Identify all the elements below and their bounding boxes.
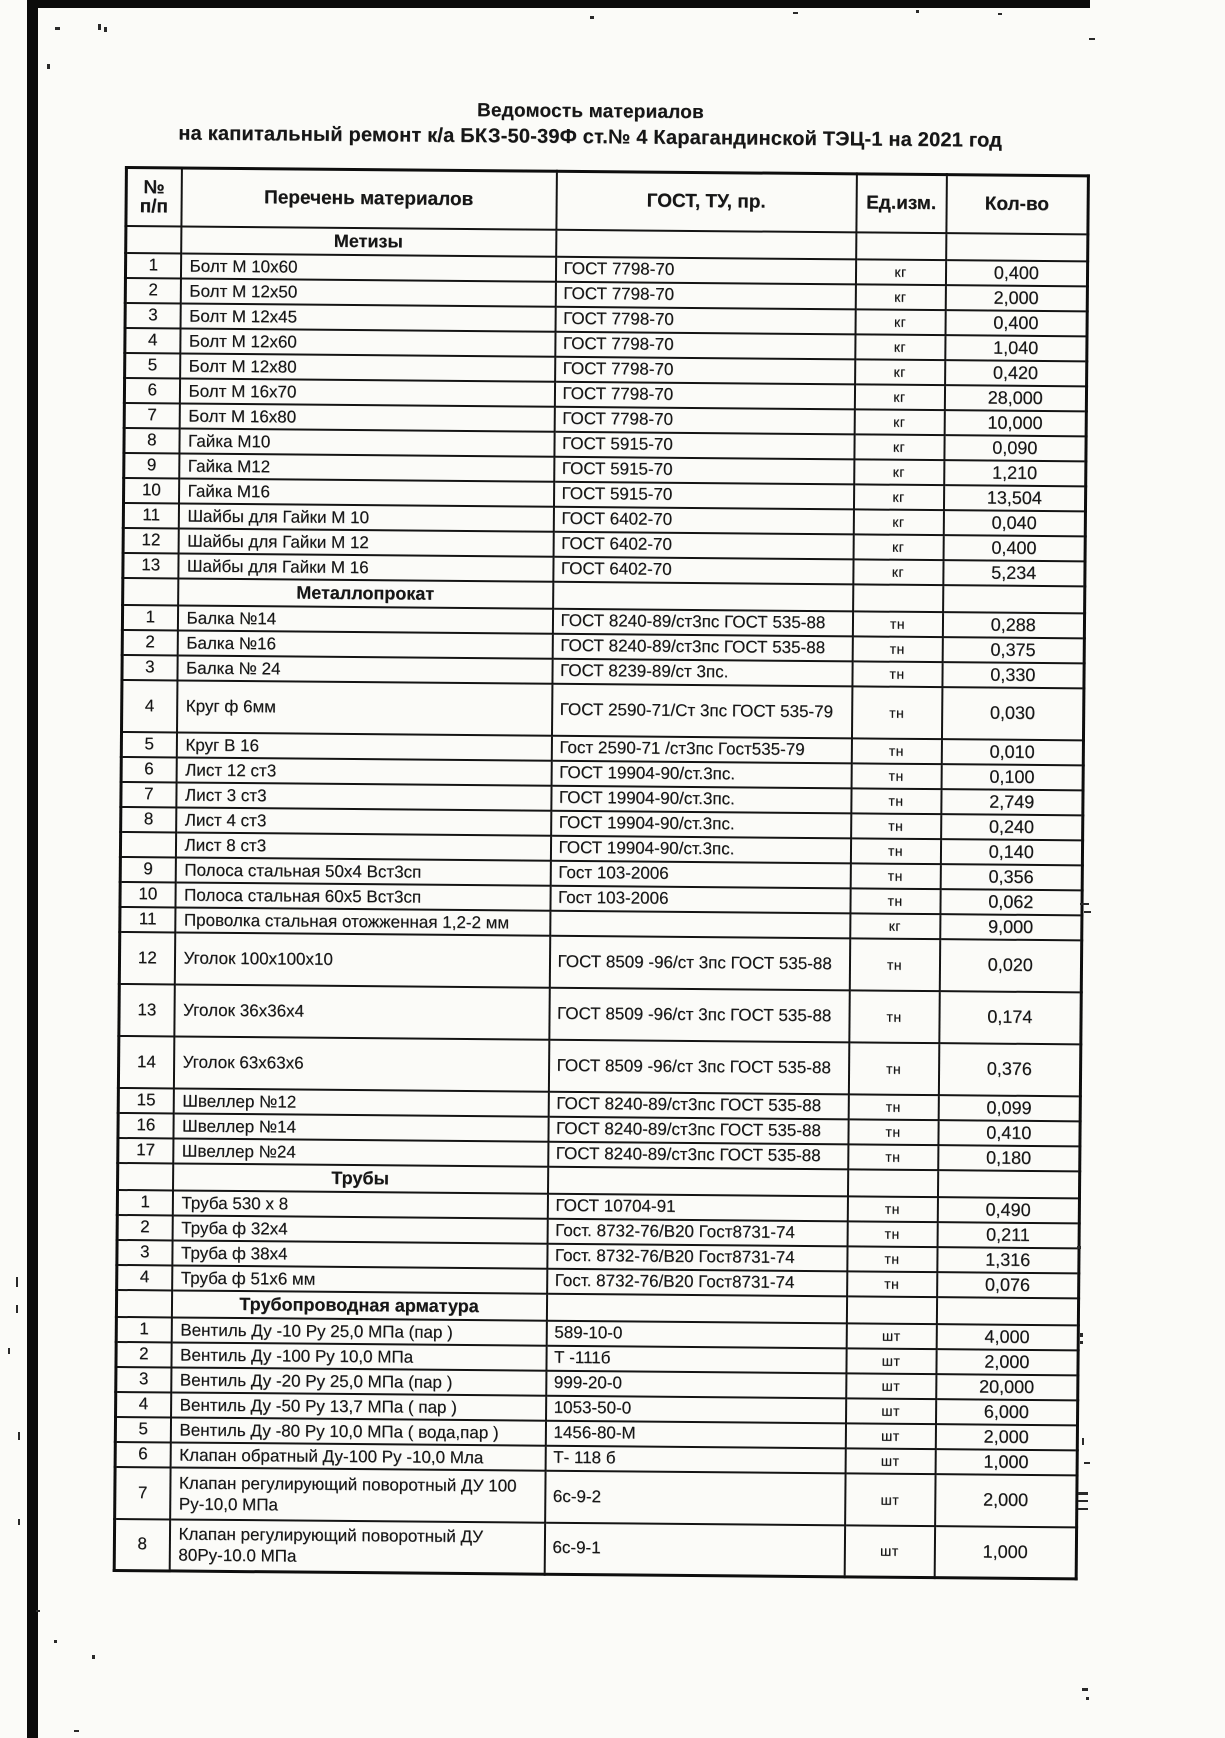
col-header-gost: ГОСТ, ТУ, пр. bbox=[556, 171, 856, 232]
material-name: Круг ф 6мм bbox=[177, 680, 552, 735]
row-number bbox=[120, 831, 175, 856]
unit-of-measure: тн bbox=[847, 1221, 937, 1247]
material-name: Уголок 36х36х4 bbox=[174, 984, 549, 1039]
row-number: 8 bbox=[114, 1518, 169, 1570]
row-number: 5 bbox=[125, 353, 180, 378]
unit-of-measure: тн bbox=[850, 888, 940, 914]
scan-speck bbox=[8, 1348, 10, 1354]
quantity: 0,174 bbox=[939, 991, 1081, 1044]
material-name: Болт М 12х45 bbox=[180, 303, 555, 331]
gost-standard: ГОСТ 8240-89/ст3пс ГОСТ 535-88 bbox=[548, 1116, 848, 1144]
row-number: 7 bbox=[121, 781, 176, 806]
table-row bbox=[119, 931, 1081, 991]
section-empty-unit-cell bbox=[847, 1169, 937, 1197]
unit-of-measure: тн bbox=[850, 863, 940, 889]
section-empty-gost-cell bbox=[547, 1166, 847, 1196]
section-empty-gost-cell bbox=[553, 581, 853, 611]
material-name: Гайка М16 bbox=[179, 478, 554, 506]
unit-of-measure: кг bbox=[853, 484, 943, 510]
material-name: Гайка М12 bbox=[179, 453, 554, 481]
gost-standard: ГОСТ 5915-70 bbox=[553, 481, 853, 509]
material-name: Клапан обратный Ду-100 Ру -10,0 Мла bbox=[170, 1442, 545, 1470]
unit-of-measure: кг bbox=[855, 359, 945, 385]
row-number: 1 bbox=[125, 253, 180, 278]
material-name: Труба 530 х 8 bbox=[172, 1190, 547, 1218]
materials-table bbox=[113, 166, 1090, 1580]
material-name: Вентиль Ду -10 Ру 25,0 МПа (пар ) bbox=[171, 1317, 546, 1345]
row-number: 11 bbox=[123, 503, 178, 528]
material-name: Лист 8 ст3 bbox=[175, 832, 550, 860]
gost-standard: ГОСТ 8240-89/ст3пс ГОСТ 535-88 bbox=[552, 608, 852, 636]
material-name: Клапан регулирующий поворотный ДУ 80Ру-10.0 МПа bbox=[169, 1519, 544, 1574]
unit-of-measure: шт bbox=[845, 1448, 935, 1474]
row-number: 7 bbox=[115, 1466, 170, 1518]
unit-of-measure: тн bbox=[852, 611, 942, 637]
unit-of-measure: тн bbox=[848, 1119, 938, 1145]
row-number: 2 bbox=[122, 629, 177, 654]
gost-standard: ГОСТ 19904-90/ст.3пс. bbox=[550, 835, 850, 863]
material-name: Балка №16 bbox=[177, 630, 552, 658]
table-row bbox=[114, 1518, 1076, 1578]
row-number: 1 bbox=[116, 1316, 171, 1341]
gost-standard: Гост. 8732-76/В20 Гост8731-74 bbox=[547, 1218, 847, 1246]
row-number: 1 bbox=[117, 1189, 172, 1214]
section-empty-num-cell bbox=[126, 226, 181, 253]
gost-standard: ГОСТ 6402-70 bbox=[553, 506, 853, 534]
gost-standard: ГОСТ 6402-70 bbox=[553, 556, 853, 584]
row-number: 13 bbox=[119, 983, 174, 1035]
gost-standard: 1456-80-М bbox=[545, 1420, 845, 1448]
scan-speck bbox=[1082, 1688, 1088, 1691]
row-number: 4 bbox=[125, 328, 180, 353]
row-number: 6 bbox=[115, 1441, 170, 1466]
quantity: 0,376 bbox=[938, 1043, 1080, 1096]
scan-speck bbox=[74, 1730, 79, 1732]
quantity: 10,000 bbox=[944, 410, 1086, 436]
gost-standard: Гост 103-2006 bbox=[550, 860, 850, 888]
gost-standard: ГОСТ 19904-90/ст.3пс. bbox=[551, 810, 851, 838]
unit-of-measure: кг bbox=[855, 334, 945, 360]
unit-of-measure: тн bbox=[851, 738, 941, 764]
unit-of-measure: кг bbox=[855, 309, 945, 335]
scan-speck bbox=[1084, 911, 1091, 913]
quantity: 2,000 bbox=[945, 285, 1087, 311]
row-number: 2 bbox=[125, 278, 180, 303]
gost-standard: ГОСТ 8509 -96/ст 3пс ГОСТ 535-88 bbox=[549, 935, 849, 990]
quantity: 0,020 bbox=[939, 939, 1081, 992]
row-number: 16 bbox=[118, 1112, 173, 1137]
section-empty-qty-cell bbox=[943, 585, 1085, 613]
unit-of-measure: тн bbox=[849, 990, 939, 1043]
material-name: Труба ф 38х4 bbox=[172, 1240, 547, 1268]
row-number: 4 bbox=[122, 679, 177, 731]
row-number: 6 bbox=[124, 378, 179, 403]
material-name: Лист 4 ст3 bbox=[176, 807, 551, 835]
gost-standard: ГОСТ 8240-89/ст3пс ГОСТ 535-88 bbox=[548, 1091, 848, 1119]
gost-standard: ГОСТ 8509 -96/ст 3пс ГОСТ 535-88 bbox=[548, 1039, 848, 1094]
quantity: 28,000 bbox=[944, 385, 1086, 411]
scan-speck bbox=[1078, 1500, 1088, 1502]
material-name: Вентиль Ду -50 Ру 13,7 МПа ( пар ) bbox=[171, 1392, 546, 1420]
gost-standard: ГОСТ 8240-89/ст3пс ГОСТ 535-88 bbox=[548, 1141, 848, 1169]
gost-standard: 1053-50-0 bbox=[546, 1395, 846, 1423]
gost-standard bbox=[550, 910, 850, 938]
quantity: 0,099 bbox=[938, 1095, 1080, 1121]
scan-speck bbox=[16, 1305, 18, 1313]
material-name: Болт М 12х50 bbox=[180, 278, 555, 306]
col-header-materials: Перечень материалов bbox=[181, 168, 556, 229]
table-row bbox=[119, 983, 1081, 1043]
material-name: Труба ф 51х6 мм bbox=[172, 1265, 547, 1293]
material-name: Клапан регулирующий поворотный ДУ 100 Ру-10,0 МПа bbox=[170, 1467, 545, 1522]
row-number: 12 bbox=[119, 931, 174, 983]
scan-speck bbox=[104, 27, 107, 32]
scan-speck bbox=[998, 13, 1002, 15]
quantity: 2,000 bbox=[936, 1349, 1078, 1375]
col-header-qty: Кол-во bbox=[946, 175, 1089, 234]
row-number: 7 bbox=[124, 403, 179, 428]
scan-speck bbox=[1077, 1246, 1081, 1249]
unit-of-measure: кг bbox=[854, 434, 944, 460]
gost-standard: ГОСТ 7798-70 bbox=[555, 306, 855, 334]
material-name: Вентиль Ду -20 Ру 25,0 МПа (пар ) bbox=[171, 1367, 546, 1395]
unit-of-measure: шт bbox=[846, 1323, 936, 1349]
quantity: 0,180 bbox=[938, 1145, 1080, 1171]
material-name: Швеллер №24 bbox=[173, 1138, 548, 1166]
unit-of-measure: кг bbox=[854, 459, 944, 485]
scan-speck bbox=[18, 1432, 20, 1440]
row-number: 1 bbox=[122, 604, 177, 629]
gost-standard: Т- 118 б bbox=[545, 1445, 845, 1473]
section-empty-gost-cell bbox=[556, 229, 856, 259]
material-name: Уголок 63х63х6 bbox=[173, 1036, 548, 1091]
row-number: 10 bbox=[124, 478, 179, 503]
gost-standard: Т -111б bbox=[546, 1345, 846, 1373]
unit-of-measure: тн bbox=[851, 788, 941, 814]
gost-standard: ГОСТ 7798-70 bbox=[555, 356, 855, 384]
table-row bbox=[115, 1466, 1077, 1526]
scan-speck bbox=[16, 1277, 18, 1287]
unit-of-measure: тн bbox=[852, 661, 942, 687]
section-empty-qty-cell bbox=[946, 233, 1088, 261]
quantity: 5,234 bbox=[943, 560, 1085, 586]
table-row bbox=[122, 679, 1084, 739]
unit-of-measure: кг bbox=[853, 509, 943, 535]
material-name: Полоса стальная 50х4 Вст3сп bbox=[175, 857, 550, 885]
quantity: 0,140 bbox=[940, 839, 1082, 865]
scan-speck bbox=[36, 1610, 40, 1612]
quantity: 9,000 bbox=[940, 914, 1082, 940]
section-empty-gost-cell bbox=[546, 1293, 846, 1323]
gost-standard: ГОСТ 8240-89/ст3пс ГОСТ 535-88 bbox=[552, 633, 852, 661]
gost-standard: ГОСТ 6402-70 bbox=[553, 531, 853, 559]
quantity: 1,000 bbox=[935, 1449, 1077, 1475]
quantity: 6,000 bbox=[936, 1399, 1078, 1425]
row-number: 5 bbox=[121, 731, 176, 756]
unit-of-measure: тн bbox=[850, 838, 940, 864]
unit-of-measure: тн bbox=[851, 813, 941, 839]
quantity: 0,356 bbox=[940, 864, 1082, 890]
row-number: 10 bbox=[120, 881, 175, 906]
row-number: 8 bbox=[121, 806, 176, 831]
row-number: 4 bbox=[116, 1391, 171, 1416]
col-header-unit: Ед.изм. bbox=[856, 174, 947, 233]
gost-standard: ГОСТ 19904-90/ст.3пс. bbox=[551, 760, 851, 788]
material-name: Вентиль Ду -80 Ру 10,0 МПа ( вода,пар ) bbox=[170, 1417, 545, 1445]
section-title: Металлопрокат bbox=[178, 578, 553, 608]
table-header-row bbox=[126, 168, 1088, 234]
row-number: 2 bbox=[117, 1214, 172, 1239]
gost-standard: ГОСТ 7798-70 bbox=[554, 381, 854, 409]
unit-of-measure: шт bbox=[846, 1398, 936, 1424]
material-name: Вентиль Ду -100 Ру 10,0 МПа bbox=[171, 1342, 546, 1370]
row-number: 3 bbox=[116, 1366, 171, 1391]
material-name: Шайбы для Гайки М 16 bbox=[178, 553, 553, 581]
quantity: 1,000 bbox=[934, 1526, 1076, 1579]
quantity: 0,090 bbox=[944, 435, 1086, 461]
section-empty-num-cell bbox=[118, 1162, 173, 1189]
unit-of-measure: шт bbox=[844, 1525, 934, 1578]
material-name: Полоса стальная 60х5 Вст3сп bbox=[175, 882, 550, 910]
material-name: Болт М 12х60 bbox=[180, 328, 555, 356]
scan-speck bbox=[54, 1640, 57, 1643]
unit-of-measure: тн bbox=[851, 763, 941, 789]
row-number: 13 bbox=[123, 552, 178, 577]
section-title: Метизы bbox=[181, 226, 556, 256]
section-title: Трубы bbox=[173, 1163, 548, 1193]
scan-speck bbox=[1080, 903, 1089, 905]
col-header-num-line2: п/п bbox=[139, 195, 169, 218]
material-name: Болт М 12х80 bbox=[180, 353, 555, 381]
row-number: 4 bbox=[117, 1264, 172, 1289]
material-name: Проволка стальная отожженная 1,2-2 мм bbox=[175, 907, 550, 935]
quantity: 20,000 bbox=[936, 1374, 1078, 1400]
gost-standard: ГОСТ 5915-70 bbox=[554, 456, 854, 484]
scan-speck bbox=[1089, 38, 1095, 40]
row-number: 9 bbox=[124, 453, 179, 478]
unit-of-measure: тн bbox=[851, 686, 941, 739]
unit-of-measure: шт bbox=[846, 1373, 936, 1399]
quantity: 13,504 bbox=[943, 485, 1085, 511]
quantity: 0,400 bbox=[943, 535, 1085, 561]
quantity: 0,100 bbox=[941, 764, 1083, 790]
gost-standard: ГОСТ 2590-71/Ст 3пс ГОСТ 535-79 bbox=[551, 683, 851, 738]
section-title: Трубопроводная арматура bbox=[171, 1290, 546, 1320]
quantity: 0,288 bbox=[942, 612, 1084, 638]
gost-standard: ГОСТ 8239-89/ст 3пс. bbox=[552, 658, 852, 686]
scan-speck bbox=[1080, 1333, 1083, 1337]
material-name: Швеллер №12 bbox=[173, 1088, 548, 1116]
unit-of-measure: тн bbox=[847, 1271, 937, 1297]
scan-speck bbox=[1080, 1341, 1083, 1344]
gost-standard: ГОСТ 7798-70 bbox=[555, 331, 855, 359]
section-empty-unit-cell bbox=[853, 584, 943, 612]
material-name: Уголок 100х100х10 bbox=[174, 932, 549, 987]
quantity: 2,000 bbox=[935, 1424, 1077, 1450]
scan-speck bbox=[98, 24, 101, 30]
gost-standard: ГОСТ 8509 -96/ст 3пс ГОСТ 535-88 bbox=[549, 987, 849, 1042]
gost-standard: ГОСТ 7798-70 bbox=[555, 256, 855, 284]
unit-of-measure: тн bbox=[852, 636, 942, 662]
quantity: 0,490 bbox=[937, 1197, 1079, 1223]
table-row bbox=[118, 1035, 1080, 1095]
gost-standard: 6с-9-1 bbox=[544, 1522, 844, 1577]
unit-of-measure: кг bbox=[855, 259, 945, 285]
quantity: 1,316 bbox=[937, 1247, 1079, 1273]
quantity: 0,410 bbox=[938, 1120, 1080, 1146]
section-empty-qty-cell bbox=[937, 1170, 1079, 1198]
gost-standard: Гост. 8732-76/В20 Гост8731-74 bbox=[547, 1243, 847, 1271]
section-empty-num-cell bbox=[116, 1289, 171, 1316]
material-name: Шайбы для Гайки М 10 bbox=[178, 503, 553, 531]
row-number: 11 bbox=[120, 906, 175, 931]
quantity: 0,330 bbox=[942, 662, 1084, 688]
row-number: 17 bbox=[118, 1137, 173, 1162]
row-number: 3 bbox=[117, 1239, 172, 1264]
unit-of-measure: кг bbox=[853, 534, 943, 560]
scan-speck bbox=[1084, 1462, 1090, 1464]
unit-of-measure: шт bbox=[845, 1473, 935, 1526]
unit-of-measure: тн bbox=[847, 1246, 937, 1272]
section-empty-unit-cell bbox=[846, 1296, 936, 1324]
scan-speck bbox=[1078, 1492, 1088, 1495]
gost-standard: ГОСТ 7798-70 bbox=[554, 406, 854, 434]
unit-of-measure: кг bbox=[850, 913, 940, 939]
quantity: 0,211 bbox=[937, 1222, 1079, 1248]
material-name: Гайка М10 bbox=[179, 428, 554, 456]
quantity: 0,240 bbox=[941, 814, 1083, 840]
gost-standard: 999-20-0 bbox=[546, 1370, 846, 1398]
scan-speck bbox=[793, 12, 798, 14]
row-number: 9 bbox=[120, 856, 175, 881]
scan-speck bbox=[590, 16, 594, 19]
section-empty-num-cell bbox=[123, 577, 178, 604]
unit-of-measure: кг bbox=[855, 284, 945, 310]
unit-of-measure: кг bbox=[854, 409, 944, 435]
material-name: Круг В 16 bbox=[176, 732, 551, 760]
unit-of-measure: шт bbox=[846, 1348, 936, 1374]
scan-speck bbox=[1082, 1438, 1084, 1445]
scan-speck bbox=[1078, 1508, 1088, 1510]
material-name: Шайбы для Гайки М 12 bbox=[178, 528, 553, 556]
quantity: 1,210 bbox=[944, 460, 1086, 486]
material-name: Труба ф 32х4 bbox=[172, 1215, 547, 1243]
section-empty-unit-cell bbox=[856, 232, 946, 260]
row-number: 8 bbox=[124, 428, 179, 453]
gost-standard: 589-10-0 bbox=[546, 1320, 846, 1348]
gost-standard: 6с-9-2 bbox=[545, 1470, 845, 1525]
unit-of-measure: тн bbox=[847, 1196, 937, 1222]
scan-speck bbox=[47, 64, 50, 69]
col-header-num-line1: № bbox=[143, 176, 165, 199]
row-number: 12 bbox=[123, 527, 178, 552]
unit-of-measure: кг bbox=[853, 559, 943, 585]
gost-standard: Гост 103-2006 bbox=[550, 885, 850, 913]
material-name: Лист 12 ст3 bbox=[176, 757, 551, 785]
quantity: 0,010 bbox=[941, 739, 1083, 765]
row-number: 14 bbox=[118, 1035, 173, 1087]
quantity: 2,000 bbox=[935, 1474, 1077, 1527]
row-number: 5 bbox=[115, 1416, 170, 1441]
row-number: 2 bbox=[116, 1341, 171, 1366]
row-number: 3 bbox=[125, 303, 180, 328]
row-number: 3 bbox=[122, 654, 177, 679]
gost-standard: ГОСТ 7798-70 bbox=[555, 281, 855, 309]
doc-subtitle: на капитальный ремонт к/а БКЗ-50-39Ф ст.№ 4 Карагандинской ТЭЦ-1 на 2021 год bbox=[178, 122, 1003, 152]
material-name: Болт М 16х70 bbox=[179, 378, 554, 406]
material-name: Швеллер №14 bbox=[173, 1113, 548, 1141]
scan-speck bbox=[916, 10, 919, 13]
unit-of-measure: шт bbox=[845, 1423, 935, 1449]
quantity: 2,749 bbox=[941, 789, 1083, 815]
gost-standard: ГОСТ 19904-90/ст.3пс. bbox=[551, 785, 851, 813]
scan-speck bbox=[55, 27, 60, 30]
unit-of-measure: тн bbox=[848, 1144, 938, 1170]
scan-speck bbox=[92, 1655, 95, 1659]
scan-speck bbox=[18, 1519, 20, 1525]
unit-of-measure: кг bbox=[854, 384, 944, 410]
doc-title: Ведомость материалов bbox=[476, 100, 704, 124]
unit-of-measure: тн bbox=[848, 1094, 938, 1120]
material-name: Болт М 10х60 bbox=[180, 253, 555, 281]
quantity: 0,420 bbox=[945, 360, 1087, 386]
quantity: 0,400 bbox=[945, 260, 1087, 286]
scan-speck bbox=[1086, 1697, 1089, 1700]
quantity: 0,076 bbox=[937, 1272, 1079, 1298]
quantity: 0,030 bbox=[941, 687, 1083, 740]
material-name: Балка № 24 bbox=[177, 655, 552, 683]
material-name: Лист 3 ст3 bbox=[176, 782, 551, 810]
unit-of-measure: тн bbox=[849, 938, 939, 991]
gost-standard: Гост. 8732-76/В20 Гост8731-74 bbox=[547, 1268, 847, 1296]
row-number: 15 bbox=[118, 1087, 173, 1112]
quantity: 1,040 bbox=[945, 335, 1087, 361]
quantity: 0,062 bbox=[940, 889, 1082, 915]
row-number: 6 bbox=[121, 756, 176, 781]
quantity: 0,400 bbox=[945, 310, 1087, 336]
gost-standard: Гост 2590-71 /ст3пс Гост535-79 bbox=[551, 735, 851, 763]
gost-standard: ГОСТ 5915-70 bbox=[554, 431, 854, 459]
quantity: 0,375 bbox=[942, 637, 1084, 663]
unit-of-measure: тн bbox=[848, 1042, 938, 1095]
section-empty-qty-cell bbox=[936, 1297, 1078, 1325]
quantity: 0,040 bbox=[943, 510, 1085, 536]
material-name: Болт М 16х80 bbox=[179, 403, 554, 431]
material-name: Балка №14 bbox=[177, 605, 552, 633]
gost-standard: ГОСТ 10704-91 bbox=[547, 1193, 847, 1221]
quantity: 4,000 bbox=[936, 1324, 1078, 1350]
document-header bbox=[110, 96, 1070, 154]
col-header-num bbox=[126, 168, 182, 226]
